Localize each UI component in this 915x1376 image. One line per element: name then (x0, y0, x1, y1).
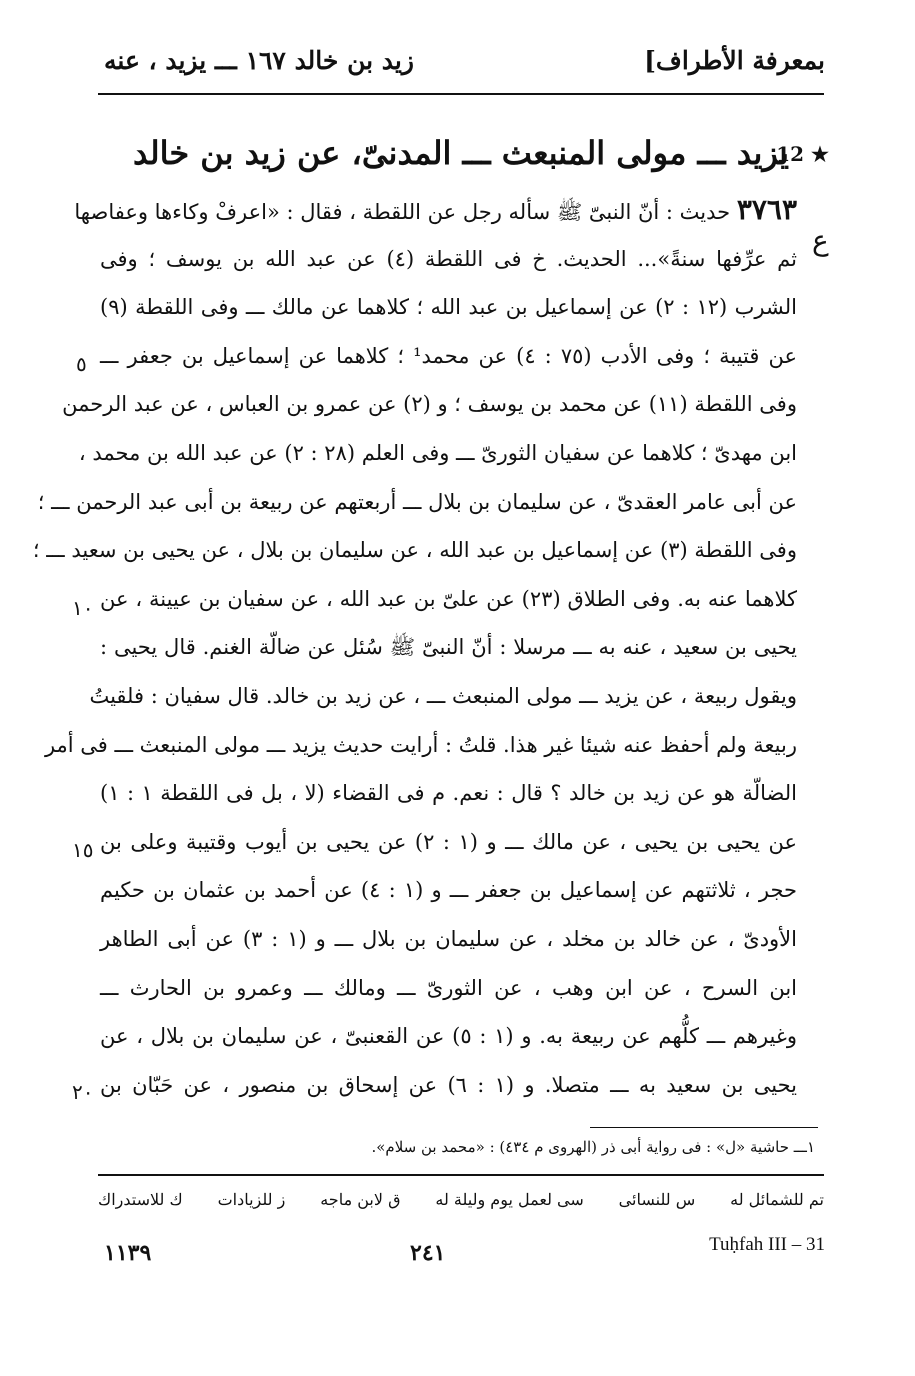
body-line: وفى اللقطة (٣) عن إسماعيل بن عبد الله ، عن سليمان بن بلال ، عن يحيى بن سعيد ـــ ؛ (32, 538, 797, 563)
margin-symbol: ع (812, 224, 829, 257)
header-rule (98, 93, 824, 95)
line-number-20: ٢٠ (72, 1080, 94, 1104)
line-number-5: ٥ (76, 352, 87, 376)
entry-number: 12 ★ (776, 142, 829, 166)
body-line: الأودىّ ، عن خالد بن مخلد ، عن سليمان بن بلال ـــ و (١ : ٣) عن أبى الطاهر (100, 926, 797, 951)
body-line-1 (74, 186, 797, 235)
legend-item: تم للشمائل له (730, 1190, 824, 1209)
siglum-legend (98, 1190, 824, 1209)
footer-rule (98, 1174, 824, 1176)
body-line: حجر ، ثلاثتهم عن إسماعيل بن جعفر ـــ و (١ : ٤) عن أحمد بن عثمان بن حكيم (100, 878, 798, 903)
body-line: عن قتيبة ؛ وفى الأدب (٧٥ : ٤) عن محمد¹ ؛ كلاهما عن إسماعيل بن جعفر ـــ (100, 343, 797, 368)
legend-item: ك للاستدراك (98, 1190, 183, 1209)
legend-item: س للنسائى (618, 1190, 696, 1209)
footnote-rule (590, 1127, 818, 1128)
body-line: يحيى بن سعيد به ـــ متصلا. و (١ : ٦) عن إسحاق بن منصور ، عن حَبّان بن (100, 1072, 797, 1097)
body-line-1-text: حديث : أنّ النبىّ ﷺ سأله رجل عن اللقطة ، فقال : «اعرفْ وكاءها وعفاصها (74, 200, 731, 224)
legend-item: ز للزيادات (217, 1190, 286, 1209)
body-line: ثم عرِّفها سنةً»... الحديث. خ فى اللقطة (٤) عن عبد الله بن يوسف ؛ وفى (100, 246, 797, 271)
body-line: الشرب (١٢ : ٢) عن إسماعيل بن عبد الله ؛ كلاهما عن مالك ـــ وفى اللقطة (٩) (100, 295, 797, 320)
hadith-number: ٣٧٦٣ (736, 193, 797, 226)
legend-item: ق لابن ماجه (320, 1190, 401, 1209)
legend-item: سى لعمل يوم وليلة له (435, 1190, 584, 1209)
body-line: ويقول ربيعة ، عن يزيد ـــ مولى المنبعث ـــ ، عن زيد بن خالد. قال سفيان : فلقيتُ (89, 683, 797, 708)
running-header-right: بمعرفة الأطراف] (644, 46, 825, 75)
body-line: ابن مهدىّ ؛ كلاهما عن سفيان الثورىّ ـــ وفى العلم (٢٨ : ٢) عن عبد الله بن محمد ، (78, 440, 797, 465)
body-line: عن أبى عامر العقدىّ ، عن سليمان بن بلال ـــ أربعتهم عن ربيعة بن أبى عبد الرحمن ـــ ؛ (37, 489, 797, 514)
volume-reference: Tuḥfah III – 31 (709, 1234, 825, 1255)
line-number-10: ١٠ (72, 596, 94, 620)
body-line: ربيعة ولم أحفظ عنه شيئا غير هذا. قلتُ : أرايت حديث يزيد ـــ مولى المنبعث ـــ فى أمر (44, 732, 797, 757)
footnote: ١ـــ حاشية «ل» : فى رواية أبى ذر (الهروى م ٤٣٤) : «محمد بن سلام». (371, 1138, 815, 1156)
signature-number: ١١٣٩ (104, 1240, 152, 1266)
body-line: يحيى بن سعيد ، عنه به ـــ مرسلا : أنّ النبىّ ﷺ سُئل عن ضالّة الغنم. قال يحيى : (100, 635, 797, 660)
body-line: وغيرهم ـــ كلُّهم عن ربيعة به. و (١ : ٥) عن القعنبىّ ، عن سليمان بن بلال ، عن (100, 1024, 797, 1049)
page-number: ٢٤١ (410, 1240, 446, 1266)
line-number-15: ١٥ (72, 838, 94, 862)
body-line: الضالّة هو عن زيد بن خالد ؟ قال : نعم. م فى القضاء (لا ، بل فى اللقطة ١ : ١) (100, 781, 797, 806)
entry-heading: يزيد ـــ مولى المنبعث ـــ المدنىّ، عن زيد بن خالد (133, 134, 789, 172)
body-line: وفى اللقطة (١١) عن محمد بن يوسف ؛ و (٢) عن عمرو بن العباس ، عن عبد الرحمن (62, 392, 797, 417)
body-line: كلاهما عنه به. وفى الطلاق (٢٣) عن علىّ بن عبد الله ، عن سفيان بن عيينة ، عن (100, 586, 797, 611)
body-line: عن يحيى بن يحيى ، عن مالك ـــ و (١ : ٢) عن يحيى بن أيوب وقتيبة وعلى بن (100, 829, 798, 854)
running-header-left: زيد بن خالد ١٦٧ ـــ يزيد ، عنه (104, 46, 414, 75)
body-line: ابن السرح ، عن ابن وهب ، عن الثورىّ ـــ ومالك ـــ وعمرو بن الحارث ـــ (100, 975, 797, 1000)
